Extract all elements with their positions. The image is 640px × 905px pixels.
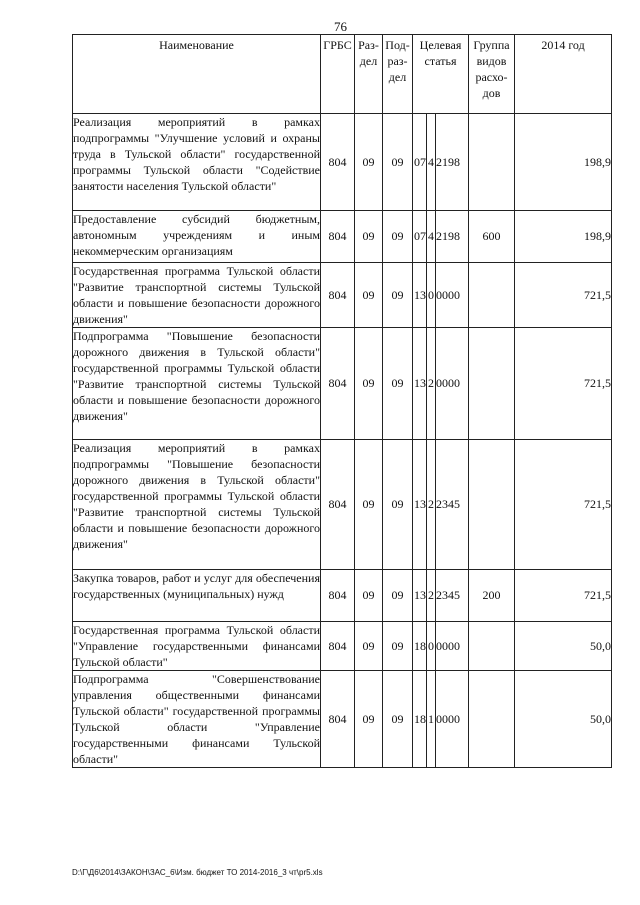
row-amount: 50,0 [515, 671, 612, 768]
row-name: Государственная программа Тульской области "Развитие транспортной системы Тульской области и повышение безопасности дорожного движения" [73, 264, 320, 326]
row-podrazdel: 09 [383, 570, 413, 622]
row-name: Подпрограмма "Повышение безопасности дорожного движения в Тульской области" государственной программы Тульской области "Развитие транспортной системы Тульской области и повышение безопасности дорожного движения" [73, 328, 321, 440]
row-podrazdel: 09 [383, 622, 413, 671]
row-grbs: 804 [321, 114, 355, 211]
table-row [73, 263, 612, 328]
header-grbs: ГРБС [321, 35, 355, 114]
row-razdel: 09 [355, 114, 383, 211]
header-expense-group: Группа видов расхо- дов [469, 35, 515, 114]
row-article-subprogram: 1 [427, 671, 436, 768]
row-razdel: 09 [355, 440, 383, 570]
row-amount: 50,0 [515, 622, 612, 671]
row-name: Закупка товаров, работ и услуг для обеспечения государственных (муниципальных) нужд [73, 570, 321, 622]
table-row [73, 328, 612, 440]
header-podrazdel: Под- раз- дел [383, 35, 413, 114]
row-razdel: 09 [355, 671, 383, 768]
table-row [73, 114, 612, 211]
row-expense-group [469, 328, 515, 440]
row-amount: 721,5 [515, 440, 612, 570]
header-target-article: Целевая статья [413, 35, 469, 114]
header-year-2014: 2014 год [515, 35, 612, 114]
row-article-subprogram: 4 [427, 114, 436, 211]
row-article-direction: 0000 [436, 671, 469, 768]
table-row [73, 622, 612, 671]
row-podrazdel: 09 [383, 211, 413, 263]
row-amount: 198,9 [515, 114, 612, 211]
row-article-subprogram: 2 [427, 570, 436, 622]
row-name: Предоставление субсидий бюджетным, автономным учреждениям и иным некоммерческим организациям [73, 211, 321, 263]
row-expense-group [469, 263, 515, 328]
table-header-row [73, 35, 612, 114]
row-expense-group [469, 622, 515, 671]
row-expense-group [469, 440, 515, 570]
row-article-direction: 2198 [436, 211, 469, 263]
row-article-program: 13 [413, 440, 427, 570]
row-grbs: 804 [321, 263, 355, 328]
row-expense-group: 200 [469, 570, 515, 622]
table-row [73, 440, 612, 570]
row-razdel: 09 [355, 211, 383, 263]
row-podrazdel: 09 [383, 440, 413, 570]
row-name: Реализация мероприятий в рамках подпрограммы "Повышение безопасности дорожного движения в Тульской области" государственной программы Тульской области "Развитие транспортной системы Тульской области и повышение безопасности дорожного движения" [73, 440, 321, 570]
row-grbs: 804 [321, 570, 355, 622]
row-grbs: 804 [321, 671, 355, 768]
page-number: 76 [334, 19, 347, 34]
row-amount: 721,5 [515, 570, 612, 622]
header-name: Наименование [73, 35, 321, 114]
row-article-direction: 0000 [436, 263, 469, 328]
row-amount: 721,5 [515, 263, 612, 328]
row-podrazdel: 09 [383, 263, 413, 328]
row-podrazdel: 09 [383, 328, 413, 440]
row-article-subprogram: 0 [427, 622, 436, 671]
row-grbs: 804 [321, 211, 355, 263]
row-article-program: 13 [413, 328, 427, 440]
row-article-subprogram: 0 [427, 263, 436, 328]
row-name: Государственная программа Тульской области "Управление государственными финансами Тульской области" [73, 623, 320, 669]
table-row [73, 671, 612, 768]
row-amount: 721,5 [515, 328, 612, 440]
row-article-program: 13 [413, 263, 427, 328]
row-razdel: 09 [355, 263, 383, 328]
file-path-footer: D:\Г\Д6\2014\ЗАКОН\ЗАС_6\Изм. бюджет ТО 2014-2016_3 чт\pr5.xls [72, 868, 323, 877]
row-article-direction: 2345 [436, 570, 469, 622]
row-expense-group: 600 [469, 211, 515, 263]
row-razdel: 09 [355, 328, 383, 440]
row-article-program: 18 [413, 622, 427, 671]
table-row [73, 570, 612, 622]
row-article-direction: 2345 [436, 440, 469, 570]
row-name: Реализация мероприятий в рамках подпрограммы "Улучшение условий и охраны труда в Тульской области" государственной программы Тульской области "Содействие занятости населения Тульской области" [73, 114, 321, 211]
row-article-direction: 0000 [436, 328, 469, 440]
row-article-program: 13 [413, 570, 427, 622]
row-article-program: 07 [413, 211, 427, 263]
row-grbs: 804 [321, 440, 355, 570]
row-article-direction: 0000 [436, 622, 469, 671]
row-amount: 198,9 [515, 211, 612, 263]
row-name: Подпрограмма "Совершенствование управления общественными финансами Тульской области" государственной программы Тульской области "Управление государственными финансами Тульской области" [73, 672, 320, 766]
row-grbs: 804 [321, 328, 355, 440]
row-podrazdel: 09 [383, 671, 413, 768]
header-razdel: Раз- дел [355, 35, 383, 114]
row-razdel: 09 [355, 622, 383, 671]
table-row [73, 211, 612, 263]
row-article-subprogram: 2 [427, 440, 436, 570]
row-expense-group [469, 114, 515, 211]
row-expense-group [469, 671, 515, 768]
row-article-subprogram: 2 [427, 328, 436, 440]
row-article-direction: 2198 [436, 114, 469, 211]
row-article-program: 07 [413, 114, 427, 211]
row-article-program: 18 [413, 671, 427, 768]
row-article-subprogram: 4 [427, 211, 436, 263]
row-razdel: 09 [355, 570, 383, 622]
budget-table [72, 34, 612, 768]
row-grbs: 804 [321, 622, 355, 671]
row-podrazdel: 09 [383, 114, 413, 211]
